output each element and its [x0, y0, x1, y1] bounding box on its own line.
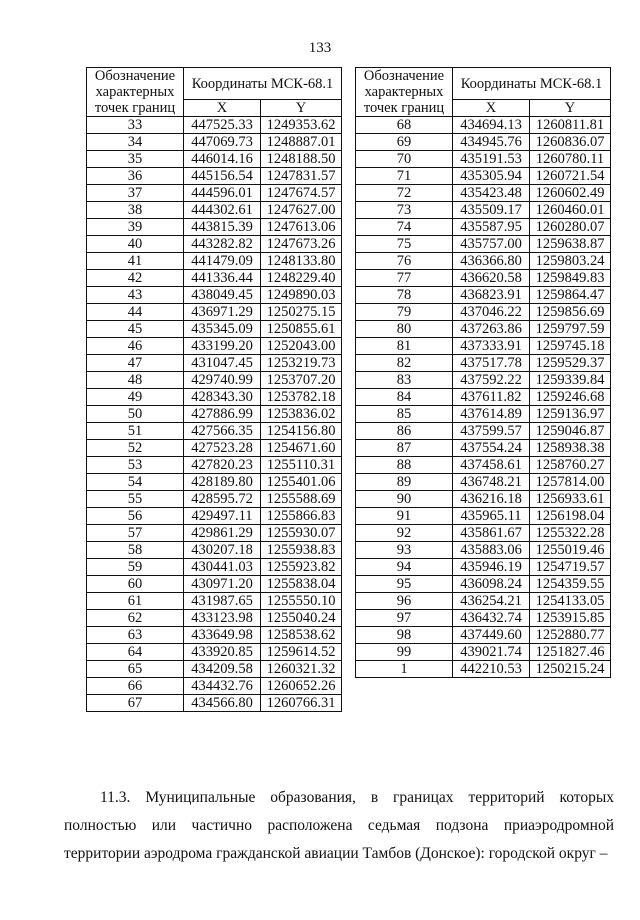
table-row	[356, 576, 611, 593]
coord-x: 445156.54	[184, 168, 261, 185]
coord-x: 436216.18	[453, 491, 530, 508]
coord-y: 1255401.06	[261, 474, 342, 491]
coord-y: 1259638.87	[530, 236, 611, 253]
table-row	[356, 253, 611, 270]
table-row	[356, 559, 611, 576]
point-id: 42	[87, 270, 184, 287]
coord-y: 1255019.46	[530, 542, 611, 559]
point-id: 47	[87, 355, 184, 372]
point-id: 43	[87, 287, 184, 304]
table-row	[356, 321, 611, 338]
col-header-x: X	[184, 100, 261, 117]
table-row	[87, 151, 342, 168]
coord-y: 1259246.68	[530, 389, 611, 406]
coord-y: 1254156.80	[261, 423, 342, 440]
table-row	[87, 338, 342, 355]
coord-y: 1259046.87	[530, 423, 611, 440]
point-id: 34	[87, 134, 184, 151]
table-body-left	[87, 117, 342, 712]
point-id: 69	[356, 134, 453, 151]
coord-x: 434566.80	[184, 695, 261, 712]
coord-y: 1247674.57	[261, 185, 342, 202]
table-row	[87, 559, 342, 576]
point-id: 49	[87, 389, 184, 406]
table-row	[87, 661, 342, 678]
point-id: 58	[87, 542, 184, 559]
table-row	[87, 270, 342, 287]
table-row	[87, 593, 342, 610]
coord-y: 1248229.40	[261, 270, 342, 287]
table-row	[356, 202, 611, 219]
table-row	[356, 474, 611, 491]
coord-y: 1260780.11	[530, 151, 611, 168]
point-id: 68	[356, 117, 453, 134]
coord-y: 1260280.07	[530, 219, 611, 236]
coord-x: 427566.35	[184, 423, 261, 440]
coord-y: 1253836.02	[261, 406, 342, 423]
coord-x: 437554.24	[453, 440, 530, 457]
table-row	[87, 457, 342, 474]
coord-y: 1259803.24	[530, 253, 611, 270]
coord-x: 428189.80	[184, 474, 261, 491]
coord-x: 436432.74	[453, 610, 530, 627]
coord-x: 441479.09	[184, 253, 261, 270]
coord-x: 431047.45	[184, 355, 261, 372]
table-row	[87, 576, 342, 593]
point-id: 38	[87, 202, 184, 219]
coord-x: 433199.20	[184, 338, 261, 355]
table-row	[356, 219, 611, 236]
point-id: 73	[356, 202, 453, 219]
point-id: 72	[356, 185, 453, 202]
coord-x: 442210.53	[453, 661, 530, 678]
coord-y: 1258760.27	[530, 457, 611, 474]
col-header-point: Обозначение характерных точек границ	[87, 68, 184, 117]
coord-y: 1256198.04	[530, 508, 611, 525]
point-id: 74	[356, 219, 453, 236]
coord-x: 429740.99	[184, 372, 261, 389]
coord-x: 435509.17	[453, 202, 530, 219]
table-row	[87, 321, 342, 338]
coord-x: 437611.82	[453, 389, 530, 406]
table-row	[87, 219, 342, 236]
coord-x: 437449.60	[453, 627, 530, 644]
table-row	[356, 627, 611, 644]
coord-x: 435861.67	[453, 525, 530, 542]
coord-y: 1259614.52	[261, 644, 342, 661]
point-id: 52	[87, 440, 184, 457]
point-id: 63	[87, 627, 184, 644]
coord-y: 1255866.83	[261, 508, 342, 525]
table-row	[356, 593, 611, 610]
point-id: 1	[356, 661, 453, 678]
point-id: 50	[87, 406, 184, 423]
coord-x: 435946.19	[453, 559, 530, 576]
coord-x: 447525.33	[184, 117, 261, 134]
coord-y: 1250215.24	[530, 661, 611, 678]
col-header-x: X	[453, 100, 530, 117]
coord-y: 1254671.60	[261, 440, 342, 457]
coord-x: 431987.65	[184, 593, 261, 610]
table-row	[87, 678, 342, 695]
table-row	[356, 304, 611, 321]
paragraph-text: 11.3. Муниципальные образования, в границах территорий которых полностью или частично расположена седьмая подзона приаэродромной территории аэродрома гражданской авиации Тамбов (Донское): городской округ –	[64, 789, 614, 862]
coord-x: 429497.11	[184, 508, 261, 525]
coord-y: 1255550.10	[261, 593, 342, 610]
table-row	[356, 661, 611, 678]
table-row	[87, 406, 342, 423]
point-id: 79	[356, 304, 453, 321]
coord-y: 1254133.05	[530, 593, 611, 610]
coord-y: 1247613.06	[261, 219, 342, 236]
table-row	[87, 372, 342, 389]
coord-x: 437614.89	[453, 406, 530, 423]
coord-x: 435965.11	[453, 508, 530, 525]
coord-y: 1260321.32	[261, 661, 342, 678]
coord-y: 1254359.55	[530, 576, 611, 593]
coord-x: 436823.91	[453, 287, 530, 304]
coord-y: 1252043.00	[261, 338, 342, 355]
coord-x: 434694.13	[453, 117, 530, 134]
coord-y: 1255322.28	[530, 525, 611, 542]
point-id: 41	[87, 253, 184, 270]
coord-x: 434209.58	[184, 661, 261, 678]
coord-y: 1259529.37	[530, 355, 611, 372]
coord-y: 1259864.47	[530, 287, 611, 304]
coord-y: 1249353.62	[261, 117, 342, 134]
coord-x: 437046.22	[453, 304, 530, 321]
coordinates-table-left	[86, 67, 342, 712]
coord-y: 1253707.20	[261, 372, 342, 389]
point-id: 51	[87, 423, 184, 440]
coord-y: 1260652.26	[261, 678, 342, 695]
table-row	[87, 542, 342, 559]
coord-x: 429861.29	[184, 525, 261, 542]
table-row	[87, 474, 342, 491]
coord-x: 443282.82	[184, 236, 261, 253]
coord-x: 447069.73	[184, 134, 261, 151]
point-id: 33	[87, 117, 184, 134]
coord-x: 428343.30	[184, 389, 261, 406]
coord-y: 1255588.69	[261, 491, 342, 508]
coord-y: 1248188.50	[261, 151, 342, 168]
table-row	[87, 236, 342, 253]
table-row	[356, 151, 611, 168]
table-row	[356, 457, 611, 474]
table-row	[356, 355, 611, 372]
coord-y: 1250855.61	[261, 321, 342, 338]
coord-y: 1259797.59	[530, 321, 611, 338]
point-id: 61	[87, 593, 184, 610]
point-id: 44	[87, 304, 184, 321]
coord-y: 1258538.62	[261, 627, 342, 644]
point-id: 82	[356, 355, 453, 372]
table-row	[87, 355, 342, 372]
point-id: 36	[87, 168, 184, 185]
point-id: 64	[87, 644, 184, 661]
point-id: 99	[356, 644, 453, 661]
table-row	[87, 117, 342, 134]
table-row	[87, 644, 342, 661]
table-row	[356, 423, 611, 440]
point-id: 71	[356, 168, 453, 185]
point-id: 94	[356, 559, 453, 576]
coord-x: 435757.00	[453, 236, 530, 253]
point-id: 67	[87, 695, 184, 712]
coord-y: 1255040.24	[261, 610, 342, 627]
coord-x: 437517.78	[453, 355, 530, 372]
point-id: 87	[356, 440, 453, 457]
coordinates-table-right	[355, 67, 611, 678]
col-header-coords: Координаты МСК-68.1	[184, 68, 342, 100]
point-id: 39	[87, 219, 184, 236]
table-row	[356, 525, 611, 542]
table-row	[356, 508, 611, 525]
coord-y: 1259339.84	[530, 372, 611, 389]
coord-x: 427820.23	[184, 457, 261, 474]
coord-x: 444596.01	[184, 185, 261, 202]
col-header-coords: Координаты МСК-68.1	[453, 68, 611, 100]
page-number: 133	[308, 40, 332, 56]
table-row	[356, 338, 611, 355]
point-id: 48	[87, 372, 184, 389]
table-row	[87, 253, 342, 270]
table-row	[356, 542, 611, 559]
table-row	[87, 627, 342, 644]
coord-x: 427523.28	[184, 440, 261, 457]
point-id: 95	[356, 576, 453, 593]
point-id: 59	[87, 559, 184, 576]
coord-y: 1255838.04	[261, 576, 342, 593]
point-id: 76	[356, 253, 453, 270]
table-row	[356, 440, 611, 457]
table-row	[87, 491, 342, 508]
point-id: 83	[356, 372, 453, 389]
table-row	[87, 440, 342, 457]
coord-x: 441336.44	[184, 270, 261, 287]
table-row	[356, 168, 611, 185]
point-id: 75	[356, 236, 453, 253]
coord-x: 437263.86	[453, 321, 530, 338]
table-row	[87, 423, 342, 440]
coord-y: 1253219.73	[261, 355, 342, 372]
coord-x: 435423.48	[453, 185, 530, 202]
coord-x: 427886.99	[184, 406, 261, 423]
section-paragraph	[64, 784, 614, 868]
point-id: 37	[87, 185, 184, 202]
point-id: 93	[356, 542, 453, 559]
table-row	[356, 270, 611, 287]
coord-x: 443815.39	[184, 219, 261, 236]
point-id: 77	[356, 270, 453, 287]
coord-y: 1255110.31	[261, 457, 342, 474]
table-row	[87, 508, 342, 525]
point-id: 92	[356, 525, 453, 542]
coord-y: 1259856.69	[530, 304, 611, 321]
coord-y: 1249890.03	[261, 287, 342, 304]
point-id: 45	[87, 321, 184, 338]
point-id: 56	[87, 508, 184, 525]
coord-x: 433123.98	[184, 610, 261, 627]
table-row	[356, 610, 611, 627]
coord-x: 433920.85	[184, 644, 261, 661]
coord-y: 1259136.97	[530, 406, 611, 423]
table-row	[356, 236, 611, 253]
point-id: 60	[87, 576, 184, 593]
point-id: 53	[87, 457, 184, 474]
table-row	[356, 491, 611, 508]
table-row	[87, 695, 342, 712]
table-row	[356, 117, 611, 134]
coord-y: 1251827.46	[530, 644, 611, 661]
coord-y: 1259849.83	[530, 270, 611, 287]
coord-x: 434945.76	[453, 134, 530, 151]
coord-x: 439021.74	[453, 644, 530, 661]
coord-x: 437458.61	[453, 457, 530, 474]
point-id: 46	[87, 338, 184, 355]
coord-y: 1254719.57	[530, 559, 611, 576]
coord-y: 1248887.01	[261, 134, 342, 151]
coord-x: 435191.53	[453, 151, 530, 168]
point-id: 96	[356, 593, 453, 610]
coord-y: 1260811.81	[530, 117, 611, 134]
point-id: 78	[356, 287, 453, 304]
table-row	[87, 525, 342, 542]
coord-y: 1256933.61	[530, 491, 611, 508]
coord-x: 433649.98	[184, 627, 261, 644]
coord-y: 1260602.49	[530, 185, 611, 202]
table-row	[356, 406, 611, 423]
coord-y: 1247831.57	[261, 168, 342, 185]
point-id: 65	[87, 661, 184, 678]
table-row	[356, 185, 611, 202]
table-row	[87, 610, 342, 627]
coord-y: 1253915.85	[530, 610, 611, 627]
point-id: 55	[87, 491, 184, 508]
table-row	[356, 644, 611, 661]
coord-y: 1247627.00	[261, 202, 342, 219]
table-row	[87, 287, 342, 304]
coord-y: 1250275.15	[261, 304, 342, 321]
coord-x: 428595.72	[184, 491, 261, 508]
point-id: 35	[87, 151, 184, 168]
coord-x: 435345.09	[184, 321, 261, 338]
coord-y: 1247673.26	[261, 236, 342, 253]
coord-x: 430207.18	[184, 542, 261, 559]
table-row	[87, 185, 342, 202]
coord-y: 1258938.38	[530, 440, 611, 457]
coord-y: 1255938.83	[261, 542, 342, 559]
coord-y: 1260836.07	[530, 134, 611, 151]
col-header-point: Обозначение характерных точек границ	[356, 68, 453, 117]
table-row	[87, 168, 342, 185]
coord-y: 1257814.00	[530, 474, 611, 491]
coord-y: 1255923.82	[261, 559, 342, 576]
table-row	[87, 304, 342, 321]
coord-y: 1260721.54	[530, 168, 611, 185]
point-id: 81	[356, 338, 453, 355]
coord-x: 444302.61	[184, 202, 261, 219]
coord-y: 1259745.18	[530, 338, 611, 355]
coord-y: 1252880.77	[530, 627, 611, 644]
coord-x: 435883.06	[453, 542, 530, 559]
point-id: 62	[87, 610, 184, 627]
coord-x: 437333.91	[453, 338, 530, 355]
coord-x: 430971.20	[184, 576, 261, 593]
col-header-y: Y	[530, 100, 611, 117]
coord-x: 437592.22	[453, 372, 530, 389]
point-id: 85	[356, 406, 453, 423]
coord-x: 437599.57	[453, 423, 530, 440]
coord-x: 438049.45	[184, 287, 261, 304]
table-row	[356, 389, 611, 406]
coord-x: 436748.21	[453, 474, 530, 491]
point-id: 54	[87, 474, 184, 491]
table-row	[356, 134, 611, 151]
coord-x: 446014.16	[184, 151, 261, 168]
coord-x: 435587.95	[453, 219, 530, 236]
point-id: 88	[356, 457, 453, 474]
point-id: 91	[356, 508, 453, 525]
point-id: 80	[356, 321, 453, 338]
point-id: 86	[356, 423, 453, 440]
point-id: 57	[87, 525, 184, 542]
coord-x: 436366.80	[453, 253, 530, 270]
coord-x: 434432.76	[184, 678, 261, 695]
point-id: 89	[356, 474, 453, 491]
coord-x: 436254.21	[453, 593, 530, 610]
point-id: 40	[87, 236, 184, 253]
coord-y: 1260766.31	[261, 695, 342, 712]
coord-x: 430441.03	[184, 559, 261, 576]
coord-x: 436971.29	[184, 304, 261, 321]
point-id: 98	[356, 627, 453, 644]
coord-x: 436620.58	[453, 270, 530, 287]
point-id: 90	[356, 491, 453, 508]
coord-x: 436098.24	[453, 576, 530, 593]
point-id: 66	[87, 678, 184, 695]
coord-y: 1255930.07	[261, 525, 342, 542]
table-row	[87, 389, 342, 406]
table-body-right	[356, 117, 611, 678]
point-id: 97	[356, 610, 453, 627]
col-header-y: Y	[261, 100, 342, 117]
coord-y: 1253782.18	[261, 389, 342, 406]
point-id: 70	[356, 151, 453, 168]
table-row	[356, 287, 611, 304]
coord-x: 435305.94	[453, 168, 530, 185]
coord-y: 1248133.80	[261, 253, 342, 270]
table-row	[87, 202, 342, 219]
table-row	[356, 372, 611, 389]
table-row	[87, 134, 342, 151]
coord-y: 1260460.01	[530, 202, 611, 219]
point-id: 84	[356, 389, 453, 406]
